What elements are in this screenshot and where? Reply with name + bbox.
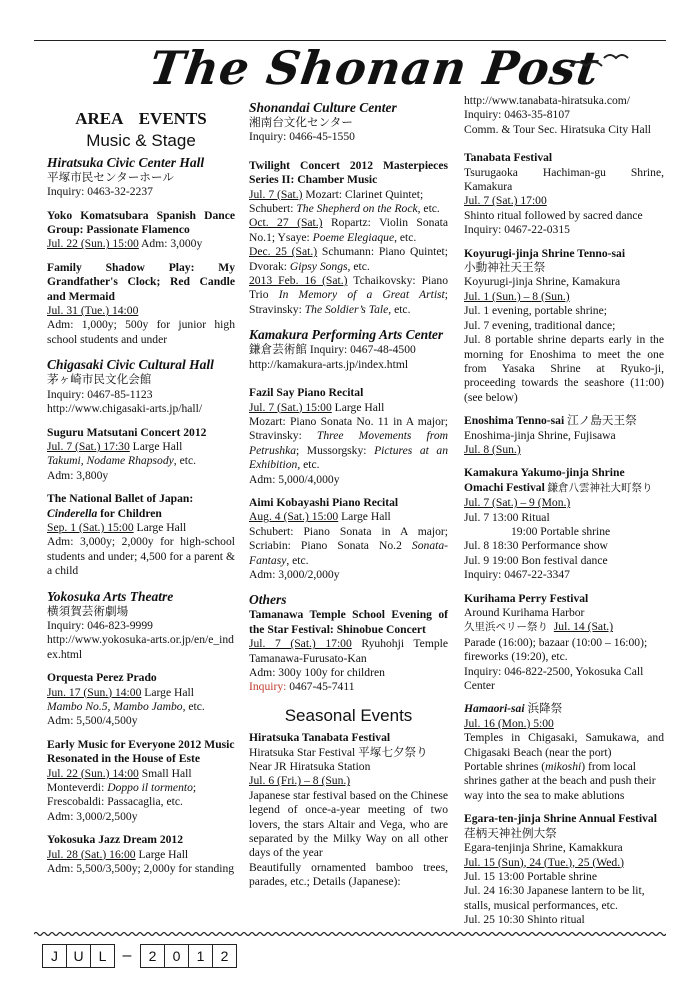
venue-name: Kamakura Performing Arts Center — [249, 327, 444, 343]
event-organizer: Comm. & Tour Sec. Hiratsuka City Hall — [464, 122, 652, 136]
event-date: Dec. 25 (Sat.) — [249, 245, 318, 259]
date-dash: – — [122, 947, 132, 964]
event-place: Small Hall — [138, 766, 192, 780]
event-title-a: The National Ballet of Japan: — [47, 492, 194, 506]
event-place: Large Hall — [129, 439, 183, 453]
event-title — [464, 702, 664, 716]
event-jp: 江ノ島天王祭 — [564, 414, 637, 428]
event-title: Hiratsuka Tanabata Festival — [249, 731, 391, 745]
event-place: Large Hall — [133, 520, 187, 534]
event-admission: Adm: 5,500/4,500y — [47, 714, 138, 728]
event-date: Jul. 7 (Sat.) 15:00 — [249, 400, 332, 414]
event-subtitle: Hiratsuka Star Festival — [249, 745, 359, 759]
venue-inquiry: Inquiry: 0467-48-4500 — [306, 343, 416, 357]
event-inquiry: Inquiry: 046-822-2500, Yokosuka Call Center — [464, 664, 644, 693]
event-title-text: Kamakura Yakumo-jinja Shrine Omachi Festival — [464, 466, 625, 494]
event-admission: Adm: 5,500/3,500y; 2,000y for standing — [47, 862, 235, 876]
event-date: Jul. 7 (Sat.) — [249, 187, 303, 201]
program-work: Sonata-Fantasy — [249, 539, 448, 567]
event-works-c: ; — [192, 781, 197, 795]
event-date-line — [47, 686, 235, 700]
event-works-title: Takumi, Nodame Rhapsody — [47, 454, 174, 468]
event-title: Fazil Say Piano Recital — [249, 386, 364, 400]
column-3 — [464, 94, 664, 928]
program-tail: , etc. — [297, 458, 320, 472]
event-title: Tamanawa Temple School Evening of the Star Festival: Shinobue Concert — [249, 608, 448, 636]
date-cell: 2 — [212, 944, 237, 968]
event-title: Kurihama Perry Festival — [464, 591, 589, 605]
event-title-b: Cinderella — [47, 506, 98, 520]
event-works — [249, 525, 448, 568]
event-inquiry — [249, 680, 448, 694]
event-jp: 久里浜ペリー祭り — [464, 622, 548, 634]
event-jp: 鎌倉八雲神社大町祭り — [544, 482, 653, 494]
date-cell: 1 — [188, 944, 213, 968]
event-date: Jul. 31 (Tue.) 14:00 — [47, 304, 139, 318]
program-text: Mozart: Clarinet Quintet; — [302, 187, 424, 201]
event-date: Jul. 6 (Fri.) – 8 (Sun.) — [249, 774, 351, 788]
event-place: Egara-tenjinja Shrine, Kamakkura — [464, 841, 623, 855]
event-description: Parade (16:00); bazaar (10:00 – 16:00); fireworks (19:20), etc. — [464, 635, 648, 664]
event-date: Jul. 7 (Sat.) 17:30 — [47, 439, 130, 453]
program-line — [249, 245, 448, 274]
seagulls-icon — [560, 50, 640, 82]
venue-inquiry: Inquiry: 0467-85-1123 — [47, 387, 153, 401]
event-date: 2013 Feb. 16 (Sat.) — [249, 274, 348, 288]
wavy-divider — [34, 930, 666, 938]
event-description: Beautifully ornamented bamboo trees, parades, etc.; Details (Japanese): — [249, 860, 448, 889]
event-description: Jul. 7 evening, traditional dance; — [464, 318, 616, 332]
event-title: Koyurugi-jinja Shrine Tenno-sai — [464, 246, 626, 260]
program-line — [249, 202, 448, 216]
event-title — [464, 414, 664, 428]
event-place: Enoshima-jinja Shrine, Fujisawa — [464, 428, 616, 442]
event-url[interactable]: http://www.tanabata-hiratsuka.com/ — [464, 94, 631, 107]
event-date: Jul. 28 (Sat.) 16:00 — [47, 847, 136, 861]
event-title: Yoko Komatsubara Spanish Dance Group: Passionate Flamenco — [47, 208, 235, 237]
event-title-c: for Children — [97, 506, 162, 520]
event-place: Tsurugaoka Hachiman-gu Shrine, Kamakura — [464, 165, 664, 194]
event-date: Jul. 14 (Sat.) — [553, 620, 614, 634]
event-admission: Adm: 1,000y; 500y for junior high school students and under — [47, 318, 235, 346]
program-text: Schubert: — [249, 202, 297, 216]
event-works: Frescobaldi: Passacaglia, etc. — [47, 795, 183, 809]
event-date: Jul. 16 (Mon.) 5:00 — [464, 716, 554, 730]
event-jp: 平塚七夕祭り — [358, 745, 428, 759]
event-place: Around Kurihama Harbor — [464, 606, 585, 619]
event-admission: Adm: 300y 100y for children — [249, 666, 385, 679]
venue-jp: 横須賀芸術劇場 — [47, 604, 129, 618]
event-description: Jul. 24 16:30 Japanese lantern to be lit, stalls, musical performances, etc. — [464, 884, 645, 912]
event-works-tail: , etc. — [182, 700, 205, 713]
program-text: Mozart: Piano Sonata No. 11 in A major; Stravinsky: — [249, 414, 448, 443]
event-works — [47, 454, 235, 468]
event-description: Jul. 7 13:00 Ritual — [464, 510, 550, 524]
event-admission: Adm: 3,000/2,500y — [47, 809, 138, 823]
venue-name: Chigasaki Civic Cultural Hall — [47, 357, 214, 373]
inquiry-number: 0467-45-7411 — [286, 680, 355, 694]
program-work: The Shepherd on the Rock — [296, 202, 418, 216]
venue-name: Yokosuka Arts Theatre — [47, 588, 174, 604]
event-works — [47, 700, 235, 714]
event-title — [464, 466, 664, 496]
event-inquiry: Inquiry: 0467-22-0315 — [464, 223, 570, 237]
venue-jp: 湘南台文化センター — [249, 116, 353, 129]
inquiry-label: Inquiry: — [249, 680, 287, 694]
venue-url[interactable]: http://kamakura-arts.jp/index.html — [249, 357, 409, 371]
program-work: Gipsy Songs — [289, 259, 348, 273]
event-title — [464, 812, 664, 841]
event-place: Ryuhohji Temple Tamanawa-Furusato-Kan — [249, 637, 449, 665]
event-date: Jul. 15 (Sun), 24 (Tue.), 25 (Wed.) — [464, 855, 624, 869]
date-cell: U — [66, 944, 91, 968]
event-description: Jul. 25 10:30 Shinto ritual — [464, 913, 585, 927]
program-tail: ; Mussorgsky: — [296, 443, 375, 457]
event-admission: Adm: 3,800y — [47, 468, 109, 482]
date-cell: J — [42, 944, 67, 968]
event-date: Jul. 8 (Sun.) — [464, 442, 521, 456]
area-events-heading: AREA EVENTS — [75, 109, 207, 128]
venue-name: Hiratsuka Civic Center Hall — [47, 154, 205, 170]
event-date: Jul. 7 (Sat.) 17:00 — [464, 194, 547, 208]
event-works-tail: , etc. — [173, 454, 196, 468]
date-cell: 0 — [164, 944, 189, 968]
event-works — [249, 415, 448, 473]
event-date-line — [47, 237, 235, 251]
program-tail: , etc. — [417, 202, 440, 216]
date-cell: 2 — [140, 944, 165, 968]
venue-url[interactable]: http://www.chigasaki-arts.jp/hall/ — [47, 402, 203, 416]
event-admission: Adm: 5,000/4,000y — [249, 472, 340, 486]
event-date: Jul. 22 (Sun.) 14:00 — [47, 766, 139, 780]
event-date-line — [249, 510, 448, 524]
event-inquiry: Inquiry: 0467-22-3347 — [464, 568, 570, 582]
event-place: Temples in Chigasaki, Samukawa, and Chigasaki Beach (near the port) — [464, 731, 664, 759]
program-tail: , etc. — [388, 302, 411, 316]
masthead-title: The Shonan Post — [146, 41, 603, 95]
program-line — [249, 188, 448, 202]
event-date: Jun. 17 (Sun.) 14:00 — [47, 685, 142, 699]
event-title: Family Shadow Play: My Grandfather's Clock; Red Candle and Mermaid — [47, 260, 235, 303]
event-date: Sep. 1 (Sat.) 15:00 — [47, 520, 134, 534]
venue-jp: 茅ヶ崎市民文化会館 — [47, 373, 152, 387]
program-work: The Soldier’s Tale — [304, 302, 389, 316]
event-description: Jul. 9 19:00 Bon festival dance — [464, 553, 608, 567]
event-description: Jul. 8 18:30 Performance show — [464, 539, 608, 553]
event-date: Jul. 7 (Sat.) – 9 (Mon.) — [464, 496, 571, 510]
event-works-a: Monteverdi: — [47, 781, 108, 795]
event-works — [47, 781, 235, 795]
desc-a: Portable shrines ( — [464, 760, 546, 774]
event-title: Twilight Concert 2012 Masterpieces Series II: Chamber Music — [249, 158, 448, 187]
event-date-line — [249, 401, 448, 415]
event-title-text: Enoshima Tenno-sai — [464, 414, 565, 428]
program-tail: ; Stravinsky: — [249, 288, 449, 316]
event-description: Jul. 15 13:00 Portable shrine — [464, 869, 597, 883]
event-admission: Adm: 3,000y; 2,000y for high-school students and under; 4,500 for a parent & a child — [47, 535, 235, 578]
music-stage-heading: Music & Stage — [86, 131, 196, 151]
program-tail: , etc. — [347, 259, 370, 273]
event-inquiry: Inquiry: 0463-35-8107 — [464, 108, 570, 122]
event-works-title: Mambo No.5, Mambo Jambo — [47, 700, 183, 713]
issue-date — [42, 944, 236, 968]
event-date: Oct. 27 (Sat.) — [249, 216, 323, 230]
program-tail: , etc. — [394, 230, 417, 244]
program-work: Three Movements from Petrushka — [249, 429, 448, 457]
event-line — [249, 746, 448, 760]
program-text: Schubert: Piano Sonata in A major; Scriabin: Piano Sonata No.2 — [249, 524, 448, 553]
event-date: Aug. 4 (Sat.) 15:00 — [249, 510, 339, 524]
event-title — [47, 492, 235, 521]
event-place: Large Hall — [135, 847, 189, 861]
venue-url[interactable]: http://www.yokosuka-arts.or.jp/en/e_index.html — [47, 633, 234, 661]
event-description: Shinto ritual followed by sacred dance — [464, 208, 643, 222]
event-title: Orquesta Perez Prado — [47, 671, 157, 685]
event-date: Jul. 1 (Sun.) – 8 (Sun.) — [464, 289, 570, 303]
event-description: Jul. 1 evening, portable shrine; — [464, 304, 607, 318]
event-date-line — [47, 767, 235, 781]
event-date: Jul. 7 (Sat.) 17:00 — [249, 637, 352, 651]
event-title: Yokosuka Jazz Dream 2012 — [47, 833, 184, 847]
event-date-line — [47, 848, 235, 862]
venue-name: Shonandai Culture Center — [249, 100, 397, 115]
program-text: Schumann: Piano Quintet; Dvorak: — [249, 245, 448, 273]
venue-inquiry: Inquiry: 0463-32-2237 — [47, 185, 153, 199]
event-jp: 小動神社天王祭 — [464, 261, 546, 275]
event-admission: Adm: 3,000y — [138, 237, 203, 251]
program-tail: , etc. — [286, 553, 309, 567]
program-line — [249, 274, 448, 317]
event-place: Koyurugi-jinja Shrine, Kamakura — [464, 275, 621, 289]
program-work: Pictures at an Exhibition — [249, 443, 448, 472]
others-heading: Others — [249, 592, 287, 608]
event-date: Jul. 22 (Sun.) 15:00 — [47, 237, 139, 251]
venue-jp-line — [249, 343, 448, 357]
program-text: Ropartz: Violin Sonata No.1; Ysaye: — [249, 216, 448, 244]
event-admission: Adm: 3,000/2,000y — [249, 567, 340, 581]
event-works-b: Doppo il tormento — [107, 781, 193, 795]
venue-jp: 平塚市民センターホール — [47, 170, 174, 184]
desc-c: ) from local shrines gather at the beach and push their way into the sea to make ablutions — [464, 760, 656, 802]
event-description — [464, 760, 664, 803]
column-2 — [249, 100, 448, 890]
event-title: Suguru Matsutani Concert 2012 — [47, 425, 207, 439]
event-description: Jul. 8 portable shrine departs early in the morning for Enoshima to meet the one from Yasaka Shrine at Ryuko-ji, proceeding towards the seashore (11:00) (see below) — [464, 333, 664, 404]
column-1 — [47, 100, 235, 876]
event-date-line — [47, 521, 235, 535]
event-place: Large Hall — [141, 685, 194, 699]
event-place: Large Hall — [331, 400, 385, 414]
event-title-text: Egara-ten-jinja Shrine Annual Festival — [464, 812, 657, 826]
event-jp: 荏柄天神社例大祭 — [464, 826, 557, 840]
event-jp: 浜降祭 — [524, 702, 563, 716]
event-title: Tanabata Festival — [464, 151, 553, 165]
event-description: 19:00 Portable shrine — [511, 524, 611, 538]
event-date-line — [47, 440, 235, 454]
event-title: Aimi Kobayashi Piano Recital — [249, 495, 399, 509]
event-title-text: Hamaori-sai — [464, 702, 525, 716]
event-date-line — [464, 620, 664, 635]
program-line — [249, 216, 448, 245]
seasonal-events-heading: Seasonal Events — [284, 705, 413, 725]
venue-inquiry: Inquiry: 0466-45-1550 — [249, 130, 355, 144]
event-line: Near JR Hiratsuka Station — [249, 760, 371, 774]
program-work: In Memory of a Great Artist — [278, 288, 445, 302]
event-date-line — [249, 637, 448, 666]
venue-jp: 鎌倉芸術館 — [249, 343, 307, 357]
venue-inquiry: Inquiry: 046-823-9999 — [47, 618, 153, 632]
date-cell: L — [90, 944, 115, 968]
event-place: Large Hall — [338, 510, 391, 524]
program-work: Poeme Elegiaque — [312, 230, 395, 244]
event-description: Japanese star festival based on the Chinese legend of once-a-year meeting of two lovers, the stars Altair and Vega, who are separated by the Milky Way on all other days of the year — [249, 788, 448, 860]
event-title: Early Music for Everyone 2012 Music Resonated in the House of Este — [47, 737, 235, 766]
desc-b: mikoshi — [545, 760, 582, 774]
program-text: Tchaikovsky: Piano Trio — [249, 274, 449, 302]
